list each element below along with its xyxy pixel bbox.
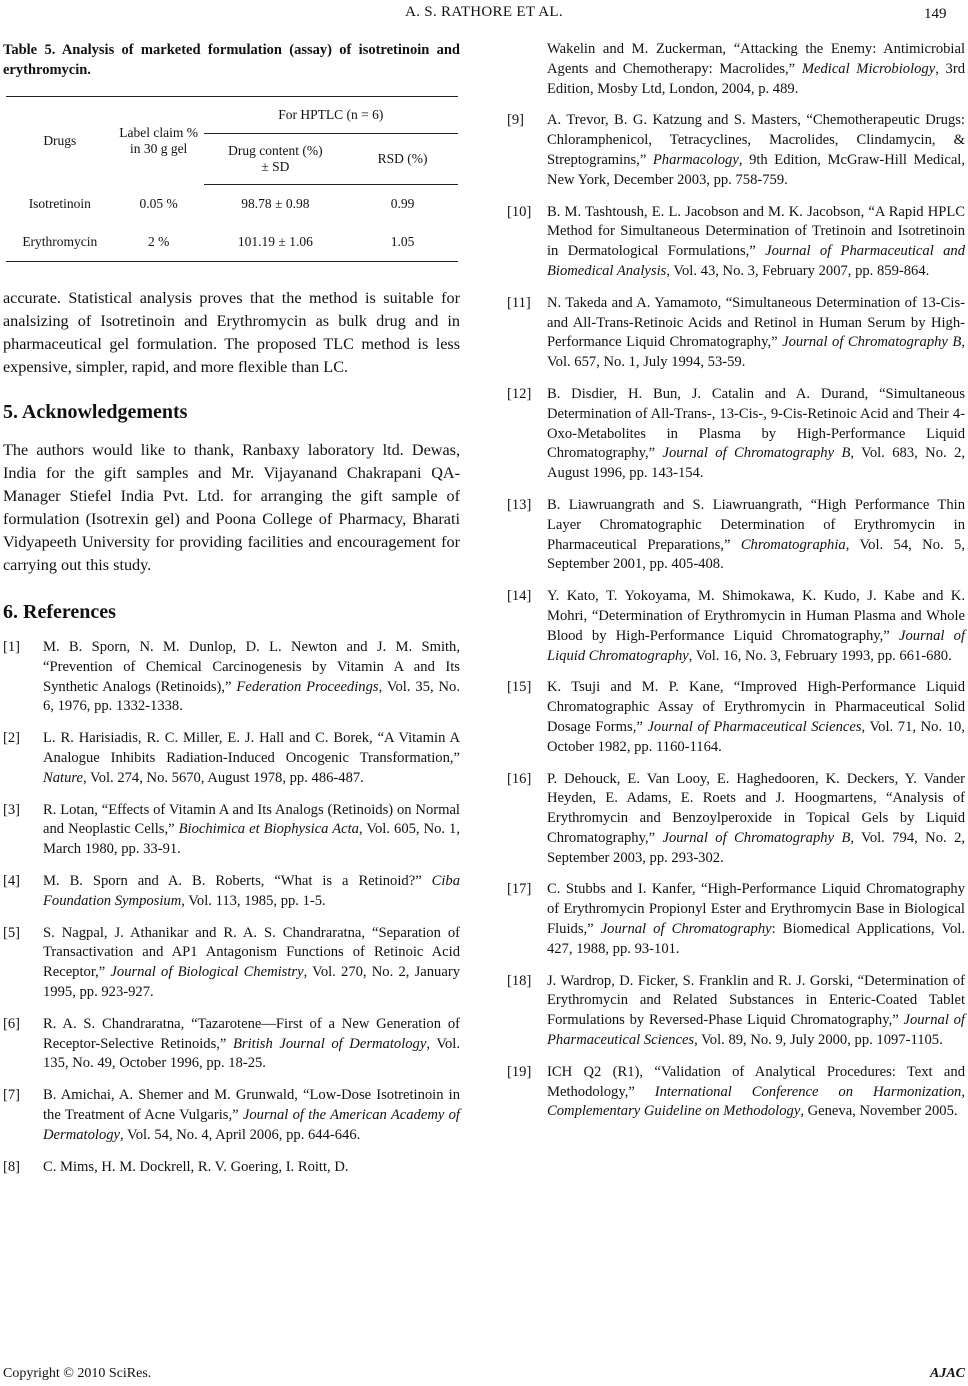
reference-source: Journal of Chromatography B [782,334,962,351]
reference-number: [11] [507,294,531,311]
reference-text: Wakelin and M. Zuckerman, “Attacking the Enemy: Antimicrobial Agents and Chemotherapy: Macrolides,” [547,41,965,77]
reference-source: Journal of Chromatography [600,921,772,938]
reference-source: Ciba Foundation Symposium [43,872,460,909]
reference-text: K. Tsuji and M. P. Kane, “Improved High-Performance Liquid Chromatographic Assay of Erythromycin in Pharmaceutical Solid Dosage Forms,” [547,679,965,735]
reference-item [3,1015,460,1074]
footer-copyright: Copyright © 2010 SciRes. [3,1366,152,1381]
reference-item [3,1086,460,1145]
reference-item [507,770,965,869]
reference-number: [5] [3,924,21,941]
reference-text: C. Mims, H. M. Dockrell, R. V. Goering, I. Roitt, D. [43,1158,349,1175]
reference-source: Federation Proceedings [236,678,379,695]
table-caption: Table 5. Analysis of marketed formulation (assay) of isotretinoin and erythromycin. [3,42,460,78]
reference-item [507,496,965,575]
reference-text: B. M. Tashtoush, E. L. Jacobson and M. K. Jacobson, “A Rapid HPLC Method for Simultaneous Determination of Tretinoin and Isotretinoin in Dermatological Formulations,” [547,203,965,260]
reference-details: , Vol. 135, No. 49, October 1996, pp. 18-25. [43,1035,460,1072]
reference-item [507,587,965,666]
reference-details: , 9th Edition, McGraw-Hill Medical, New York, December 2003, pp. 758-759. [547,151,965,188]
reference-source: Journal of Biological Chemistry [110,964,304,981]
reference-text: B. Amichai, A. Shemer and M. Grunwald, “Low-Dose Isotretinoin in the Treatment of Acne Vulgaris,” [43,1087,460,1123]
reference-text: N. Takeda and A. Yamamoto, “Simultaneous Determination of 13-Cis- and All-Trans-Retinoic Acids and Retinol in Human Serum by High-Performance Liquid Chromatography,” [547,294,965,351]
reference-item [507,880,965,959]
table-row: Isotretinoin 0.05 % 98.78 ± 0.98 0.99 [28,195,415,211]
reference-source: Chromatographia [740,536,846,553]
reference-text: L. R. Harisiadis, R. C. Miller, E. J. Hall and C. Borek, “A Vitamin A Analogue Inhibits Radiation-Induced Oncogenic Transformation,” [43,730,460,766]
col-header-drugs: Drugs [6,97,114,185]
running-header-author: A. S. RATHORE ET AL. [405,4,563,20]
reference-text: R. Lotan, “Effects of Vitamin A and Its Analogs (Retinoids) on Normal and Neoplastic Cells,” [43,801,460,838]
reference-item [507,203,965,282]
reference-details: , Vol. 683, No. 2, August 1996, pp. 143-154. [547,445,966,482]
reference-text: J. Wardrop, D. Ficker, S. Franklin and R. J. Gorski, “Determination of Erythromycin and Related Substances in Enteric-Coated Tablet Formulations by Reversed-Phase Liquid Chromatography,” [547,972,965,1029]
page-number: 149 [924,6,947,22]
references-heading: 6. References [3,601,116,623]
reference-text: A. Trevor, B. G. Katzung and S. Masters, “Chemotherapeutic Drugs: Chloramphenicol, Tetracyclines, Macrolides, Clindamycin, & Streptogramins,” [547,112,965,168]
reference-number: [16] [507,770,532,787]
reference-text: Y. Kato, T. Yokoyama, M. Shimokawa, K. Kudo, J. Kabe and K. Mohri, “Determination of Erythromycin in Human Plasma and Whole Blood by High-Performance Liquid Chromatography,” [547,588,965,644]
reference-text: C. Stubbs and I. Kanfer, “High-Performance Liquid Chromatography of Erythromycin Propionyl Ester and Erythromycin Base in Biological Fluids,” [547,881,965,938]
reference-details: , Vol. 657, No. 1, July 1994, 53-59. [547,334,965,371]
reference-source: Pharmacology [652,151,739,168]
reference-number: [6] [3,1015,21,1032]
reference-item [507,294,965,373]
reference-item [507,111,965,190]
reference-source: Journal of the American Academy of Dermatology [43,1106,460,1143]
reference-details: , Vol. 274, No. 5670, August 1978, pp. 486-487. [83,769,364,786]
reference-item [3,801,460,860]
col-header-hptlc: For HPTLC (n = 6) [204,97,458,134]
reference-text: B. Disdier, H. Bun, J. Catalin and A. Durand, “Simultaneous Determination of All-Trans-, 13-Cis-, 9-Cis-Retinoic Acid and Their 4-Oxo-Metabolites in Plasma by High-Performance Liquid Chromatography,” [547,385,965,462]
reference-details: , Vol. 794, No. 2, September 2003, pp. 293-302. [547,829,966,866]
reference-source: Journal of Pharmaceutical and Biomedical Analysis [547,243,965,279]
reference-number: [9] [507,112,525,129]
left-column [3,40,460,1189]
reference-details: : Biomedical Applications, Vol. 427, 1988, pp. 93-101. [547,921,965,957]
reference-source: Medical Microbiology [801,60,936,77]
footer-journal: AJAC [929,1366,965,1381]
reference-number: [19] [507,1063,532,1080]
reference-number: [12] [507,385,532,402]
col-header-drug-content: Drug content (%) ± SD [204,134,348,185]
reference-details: , Vol. 54, No. 5, September 2001, pp. 405-408. [547,536,966,573]
reference-details: , Geneva, November 2005. [800,1103,958,1120]
reference-details: , 3rd Edition, Mosby Ltd, London, 2004, p. 489. [547,60,965,97]
acknowledgements-paragraph: The authors would like to thank, Ranbaxy laboratory ltd. Dewas, India for the gift samples and Mr. Vijayanand Chakrapani QA-Manager Stiefel India Pvt. Ltd. for arranging the gift sample of formulation (Isotrexin gel) and Poona College of Pharmacy, Bharati Vidyapeeth University for providing facilities and encouragement for carrying out this study. [3,441,460,574]
references-list-right [507,40,965,1122]
reference-details: , Vol. 605, No. 1, March 1980, pp. 33-91. [43,821,460,858]
reference-item [3,924,460,1003]
reference-number: [18] [507,972,532,989]
reference-details: , Vol. 113, 1985, pp. 1-5. [181,892,326,909]
reference-details: , Vol. 16, No. 3, February 1993, pp. 661-680. [688,647,952,664]
col-header-label-claim: Label claim % in 30 g gel [114,97,204,185]
reference-number: [8] [3,1158,21,1175]
reference-item [507,678,965,757]
reference-text: S. Nagpal, J. Athanikar and R. A. S. Chandraratna, “Separation of Transactivation and AP1 Antagonism Functions of Retinoic Acid Receptor,” [43,924,460,981]
reference-details: , Vol. 43, No. 3, February 2007, pp. 859-864. [666,262,930,279]
col-header-rsd: RSD (%) [347,134,458,185]
reference-details: , Vol. 89, No. 9, July 2000, pp. 1097-1105. [694,1032,943,1049]
reference-number: [2] [3,730,21,747]
reference-number: [10] [507,203,532,220]
reference-source: British Journal of Dermatology [233,1035,427,1052]
reference-number: [1] [3,639,21,655]
reference-item [3,638,460,717]
reference-details: , Vol. 54, No. 4, April 2006, pp. 644-646. [120,1126,361,1143]
reference-item [507,972,965,1051]
table-row: Erythromycin 2 % 101.19 ± 1.06 1.05 [6,223,458,262]
acknowledgements-heading: 5. Acknowledgements [3,401,188,423]
reference-text: M. B. Sporn and A. B. Roberts, “What is a Retinoid?” [43,872,432,889]
reference-number: [3] [3,801,21,818]
reference-text: M. B. Sporn, N. M. Dunlop, D. L. Newton and J. M. Smith, “Prevention of Chemical Carcinogenesis by Vitamin A and Its Synthetic Analogs (Retinoids),” [43,639,460,695]
reference-details: , Vol. 35, No. 6, 1976, pp. 1332-1338. [43,678,460,715]
reference-source: Journal of Chromatography B [662,829,851,846]
reference-source: Biochimica et Biophysica Acta [178,821,359,838]
reference-item [3,1158,460,1178]
reference-source: Nature [43,769,83,786]
reference-text: B. Liawruangrath and S. Liawruangrath, “High Performance Thin Layer Chromatographic Determination of Erythromycin in Pharmaceutical Preparations,” [547,496,965,553]
reference-source: Journal of Liquid Chromatography [547,627,965,664]
reference-number: [14] [507,588,532,605]
reference-item [3,872,460,912]
reference-source: International Conference on Harmonization, Complementary Guideline on Methodology [547,1083,966,1120]
reference-number: [17] [507,881,532,898]
reference-number: [15] [507,679,532,696]
reference-text: P. Dehouck, E. Van Looy, E. Haghedooren, K. Deckers, Y. Vander Heyden, E. Adams, E. Roets and J. Hoogmartens, “Analysis of Erythromycin and Benzoylperoxide in Topical Gels by Liquid Chromatography,” [547,770,965,846]
reference-details: , Vol. 270, No. 2, January 1995, pp. 923-927. [43,964,460,1000]
reference-item [507,385,965,484]
reference-item [507,40,965,99]
reference-source: Journal of Chromatography B [662,445,851,462]
reference-text: ICH Q2 (R1), “Validation of Analytical Procedures: Text and Methodology,” [547,1063,965,1100]
assay-table [6,96,458,262]
reference-source: Journal of Pharmaceutical Sciences [547,1012,965,1049]
reference-item [3,729,460,788]
reference-text: R. A. S. Chandraratna, “Tazarotene—First of a New Generation of Receptor-Selective Retinoids,” [43,1015,460,1052]
reference-number: [4] [3,872,21,889]
references-list-left [3,638,460,1177]
reference-item [507,1063,965,1122]
reference-source: Journal of Pharmaceutical Sciences [647,718,862,735]
reference-details: , Vol. 71, No. 10, October 1982, pp. 1160-1164. [547,718,965,755]
reference-number: [13] [507,496,532,513]
right-column [507,40,965,1134]
conclusion-paragraph: accurate. Statistical analysis proves that the method is suitable for analsizing of Isotretinoin and Erythromycin as bulk drug and in pharmaceutical gel formulation. The proposed TLC method is less expensive, simpler, rapid, and more flexible than LC. [3,289,460,376]
reference-number: [7] [3,1087,21,1104]
